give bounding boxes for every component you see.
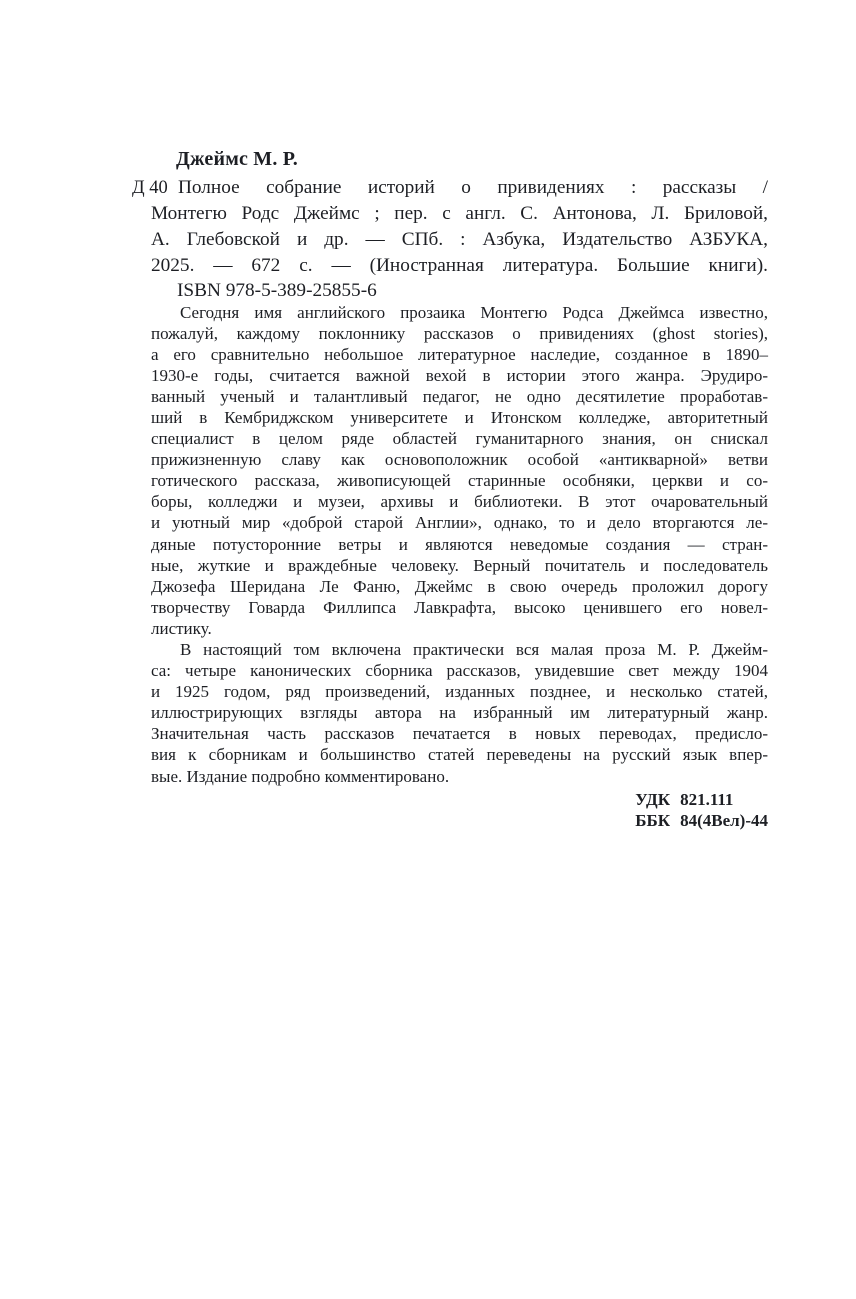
text-line: Монтегю Родс Джеймс ; пер. с англ. С. Антонова, Л. Бриловой, (151, 203, 768, 224)
udk-value: 821.111 (680, 789, 734, 809)
text-line: ванный ученый и талантливый педагог, не одно десятилетие проработав- (151, 386, 768, 406)
text-line: 1930-е годы, считается важной вехой в истории этого жанра. Эрудиро- (151, 365, 768, 385)
text-line: ший в Кембриджском университете и Итонском колледже, авторитетный (151, 407, 768, 427)
catalog-card (132, 175, 768, 301)
catalog-index-code: Д 40 (132, 178, 168, 198)
text-line: ные, жуткие и враждебные человеку. Верный почитатель и последователь (151, 555, 768, 575)
text-line: са: четыре канонических сборника рассказов, увидевшие свет между 1904 (151, 661, 768, 681)
bibliographic-description (151, 175, 768, 279)
annotation (151, 302, 768, 787)
text-line: прижизненную славу как основоположник особой «антикварной» ветви (151, 450, 768, 470)
text-line: дяные потусторонние ветры и являются неведомые создания — стран- (151, 534, 768, 554)
text-line: листику. (151, 618, 212, 638)
text-line: специалист в целом ряде областей гуманитарного знания, он снискал (151, 429, 768, 449)
text-line: Полное собрание историй о привидениях : рассказы / (178, 177, 768, 198)
text-line: и 1925 годом, ряд произведений, изданных позднее, и несколько статей, (151, 682, 768, 702)
text-line: А. Глебовской и др. — СПб. : Азбука, Издательство АЗБУКА, (151, 229, 768, 250)
classification-codes (635, 789, 768, 832)
text-line: Джозефа Шеридана Ле Фаню, Джеймс в свою очередь проложил дорогу (151, 576, 768, 596)
udk-code (635, 789, 768, 811)
text-line: пожалуй, каждому поклоннику рассказов о привидениях (ghost stories), (151, 323, 768, 343)
text-line: творчеству Говарда Филлипса Лавкрафта, высоко ценившего его новел- (151, 597, 768, 617)
text-line: вые. Издание подробно комментировано. (151, 766, 450, 786)
text-line: Значительная часть рассказов печатается в новых переводах, предисло- (151, 724, 768, 744)
bbk-value: 84(4Вел)-44 (680, 811, 768, 831)
text-line: вия к сборникам и большинство статей переведены на русский язык впер- (151, 745, 768, 765)
isbn-line: ISBN 978-5-389-25855-6 (177, 280, 377, 301)
text-line: Сегодня имя английского прозаика Монтегю Родса Джеймса известно, (180, 302, 768, 322)
text-line: боры, колледжи и музеи, архивы и библиотеки. В этот очаровательный (151, 492, 768, 512)
imprint-text-block (132, 147, 768, 832)
author-heading: Джеймс М. Р. (176, 148, 298, 170)
udk-label: УДК (635, 789, 671, 809)
annotation-paragraph-2 (151, 639, 768, 787)
text-line: а его сравнительно небольшое литературное наследие, созданное в 1890– (151, 344, 768, 364)
text-line: В настоящий том включена практически вся малая проза М. Р. Джейм- (180, 640, 768, 659)
text-line: готического рассказа, живописующей старинные особняки, церкви и со- (151, 471, 768, 491)
bbk-label: ББК (635, 811, 671, 831)
text-line: иллюстрирующих взгляды автора на избранный им литературный жанр. (151, 703, 768, 723)
annotation-paragraph-1 (151, 302, 768, 640)
bbk-code (635, 810, 768, 832)
text-line: и уютный мир «доброй старой Англии», однако, то и дело вторгаются ле- (151, 513, 768, 533)
text-line: 2025. — 672 с. — (Иностранная литература. Большие книги). (151, 255, 768, 276)
